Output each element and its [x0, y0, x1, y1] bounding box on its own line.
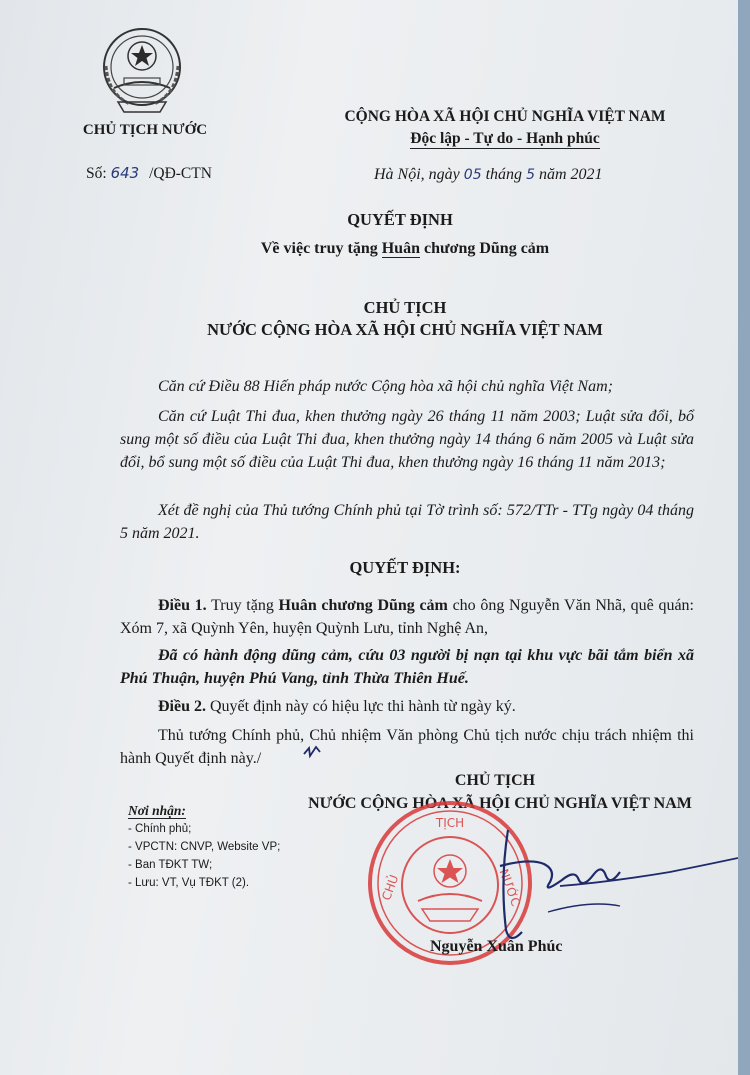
- issuer-name: CHỦ TỊCH NƯỚC: [82, 122, 208, 138]
- document-type: QUYẾT ĐỊNH: [347, 210, 453, 229]
- article-1-label: Điều 1.: [158, 597, 207, 614]
- closing-paragraph: Thủ tướng Chính phủ, Chủ nhiệm Văn phòng Chủ tịch nước chịu trách nhiệm thi hành Quyết định này./: [120, 727, 694, 767]
- national-motto: [320, 130, 690, 148]
- decision-heading: QUYẾT ĐỊNH:: [349, 558, 461, 577]
- national-emblem-icon: [96, 22, 188, 118]
- basis-proposal: Xét đề nghị của Thủ tướng Chính phủ tại Tờ trình số: 572/TTr - TTg ngày 04 tháng 5 năm 2021.: [120, 502, 694, 542]
- subject-suffix: chương Dũng cảm: [423, 240, 550, 257]
- document-number: [86, 164, 212, 183]
- number-prefix: Số:: [86, 165, 107, 182]
- article-2-text: Quyết định này có hiệu lực thi hành từ ngày ký.: [210, 698, 516, 715]
- article-2-label: Điều 2.: [158, 698, 206, 715]
- date-month-label: tháng: [485, 166, 523, 183]
- number-handwritten: 643: [110, 164, 140, 182]
- motto-text: Độc lập - Tự do - Hạnh phúc: [410, 130, 600, 147]
- recipient-item: - VPCTN: CNVP, Website VP;: [128, 841, 281, 853]
- article-1-text-b: cho ông Nguyễn Văn Nhã, quê quán: Xóm 7, xã Quỳnh Yên, huyện Quỳnh Lưu, tỉnh Nghệ An,: [120, 597, 695, 637]
- number-suffix: /QĐ-CTN: [149, 165, 212, 182]
- recipient-item: - Chính phủ;: [128, 823, 192, 835]
- document-subject: [200, 240, 610, 258]
- basis-constitution: Căn cứ Điều 88 Hiến pháp nước Cộng hòa xã hội chủ nghĩa Việt Nam;: [158, 378, 613, 395]
- svg-text:TỊCH: TỊCH: [435, 816, 465, 830]
- signer-title: CHỦ TỊCH: [454, 772, 536, 789]
- svg-text:CHỦ: CHỦ: [379, 872, 402, 903]
- article-2: [120, 695, 694, 718]
- recipients-heading: [128, 803, 186, 819]
- signer-country: NƯỚC CỘNG HÒA XÃ HỘI CHỦ NGHĨA VIỆT NAM: [308, 795, 692, 812]
- date-month: 5: [526, 167, 535, 183]
- national-title: CỘNG HÒA XÃ HỘI CHỦ NGHĨA VIỆT NAM: [344, 108, 666, 125]
- signature-icon: [470, 820, 738, 950]
- signer-name: Nguyễn Xuân Phúc: [430, 938, 563, 955]
- authority-country: NƯỚC CỘNG HÒA XÃ HỘI CHỦ NGHĨA VIỆT NAM: [207, 320, 603, 339]
- basis-emulation-law: Căn cứ Luật Thi đua, khen thưởng ngày 26 tháng 11 năm 2003; Luật sửa đổi, bổ sung một số điều của Luật Thi đua, khen thưởng ngày 14 tháng 6 năm 2005 và Luật sửa đổi, bổ sung một số điều của Luật Thi đua, khen thưởng ngày 16 tháng 11 năm 2013;: [120, 408, 694, 471]
- article-1: [120, 594, 694, 640]
- svg-text:NƯỚC: NƯỚC: [496, 867, 523, 909]
- article-1-text-a: Truy tặng: [211, 597, 274, 614]
- subject-underlined: Huân: [381, 240, 420, 257]
- subject-prefix: Về việc truy tặng: [260, 240, 378, 257]
- issue-date: [374, 166, 603, 184]
- authority-title: CHỦ TỊCH: [363, 298, 447, 317]
- recipients-heading-text: Nơi nhận:: [128, 803, 186, 818]
- recipient-item: - Ban TĐKT TW;: [128, 859, 213, 871]
- date-day: 05: [463, 167, 482, 183]
- article-1-award: Huân chương Dũng cảm: [278, 597, 448, 614]
- recipient-item: - Lưu: VT, Vụ TĐKT (2).: [128, 877, 250, 889]
- handwritten-mark-icon: [302, 744, 322, 760]
- date-year: năm 2021: [538, 166, 603, 183]
- article-1-reason: Đã có hành động dũng cảm, cứu 03 người bị nạn tại khu vực bãi tắm biển xã Phú Thuận, huyện Phú Vang, tỉnh Thừa Thiên Huế.: [120, 647, 694, 687]
- date-prefix: Hà Nội, ngày: [374, 166, 460, 183]
